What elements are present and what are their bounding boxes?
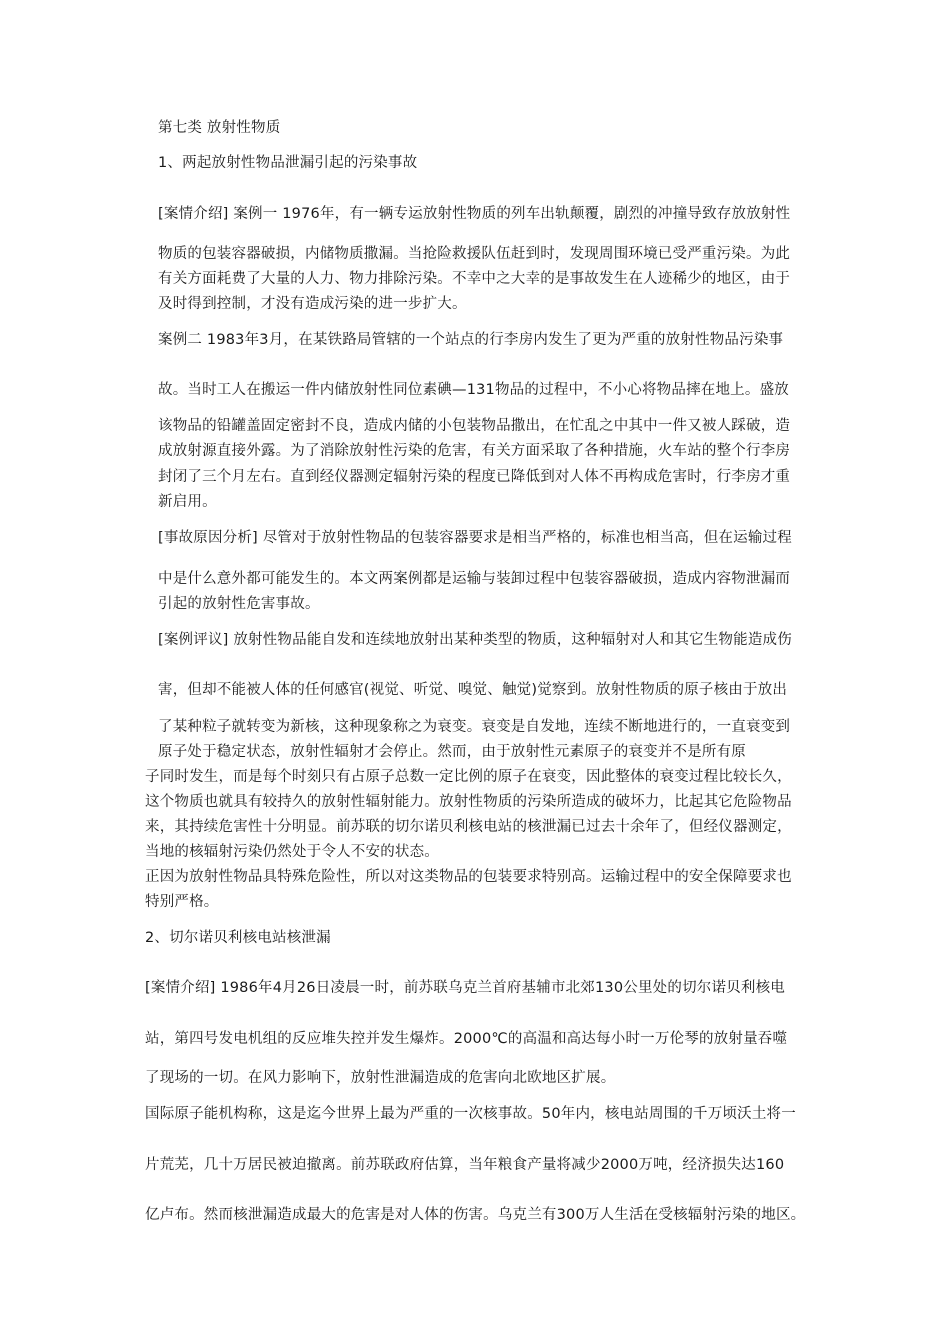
part2-case-intro-line-2: 站，第四号发电机组的反应堆失控并发生爆炸。2000℃的高温和高达每小时一万伦琴的放射量吞噬	[145, 1031, 788, 1047]
iaea-line-2: 片荒芜，几十万居民被迫撤离。前苏联政府估算，当年粮食产量将减少2000万吨，经济损失达160	[145, 1157, 785, 1173]
comment-line-9: 正因为放射性物品具特殊危险性，所以对这类物品的包装要求特别高。运输过程中的安全保障要求也	[145, 869, 792, 885]
paragraph-text: 案例一 1976年，有一辆专运放射性物质的列车出轨颠覆，剧烈的冲撞导致存放放射性	[233, 206, 791, 222]
comment-label: [案例评议]	[158, 632, 229, 648]
case2-line-1: 案例二 1983年3月，在某铁路局管辖的一个站点的行李房内发生了更为严重的放射性物品污染事	[158, 332, 784, 348]
case-intro-label: [案情介绍]	[145, 980, 216, 996]
part2-heading: 2、切尔诺贝利核电站核泄漏	[145, 930, 331, 946]
part2-case-intro-line-3: 了现场的一切。在风力影响下，放射性泄漏造成的危害向北欧地区扩展。	[145, 1070, 616, 1086]
comment-line-2: 害，但却不能被人体的任何感官(视觉、听觉、嗅觉、触觉)觉察到。放射性物质的原子核由于放出	[158, 682, 788, 698]
comment-line-5: 子同时发生，而是每个时刻只有占原子总数一定比例的原子在衰变，因此整体的衰变过程比较长久，	[145, 769, 792, 785]
case2-line-3: 该物品的铅罐盖固定密封不良，造成内储的小包装物品撒出，在忙乱之中其中一件又被人踩破，造	[158, 418, 791, 434]
case2-line-6: 新启用。	[158, 494, 217, 510]
part2-case-intro-line-1	[145, 978, 785, 998]
comment-line-1	[158, 630, 792, 650]
comment-line-6: 这个物质也就具有较持久的放射性辐射能力。放射性物质的污染所造成的破坏力，比起其它危险物品	[145, 794, 792, 810]
paragraph-text: 尽管对于放射性物品的包装容器要求是相当严格的，标准也相当高，但在运输过程	[262, 530, 792, 546]
part1-heading: 1、两起放射性物品泄漏引起的污染事故	[158, 155, 418, 171]
comment-line-7: 来，其持续危害性十分明显。前苏联的切尔诺贝利核电站的核泄漏已过去十余年了，但经仪器测定，	[145, 819, 792, 835]
part1-case-intro-line-4: 及时得到控制，才没有造成污染的进一步扩大。	[158, 296, 467, 312]
iaea-line-1: 国际原子能机构称，这是迄今世界上最为严重的一次核事故。50年内，核电站周围的千万顷沃土将一	[145, 1106, 796, 1122]
cause-analysis-label: [事故原因分析]	[158, 530, 258, 546]
case2-line-4: 成放射源直接外露。为了消除放射性污染的危害，有关方面采取了各种措施，火车站的整个行李房	[158, 443, 791, 459]
comment-line-8: 当地的核辐射污染仍然处于令人不安的状态。	[145, 844, 439, 860]
paragraph-text: 放射性物品能自发和连续地放射出某种类型的物质，这种辐射对人和其它生物能造成伤	[233, 632, 792, 648]
comment-line-4: 原子处于稳定状态，放射性辐射才会停止。然而，由于放射性元素原子的衰变并不是所有原	[158, 744, 746, 760]
part1-case-intro-line-3: 有关方面耗费了大量的人力、物力排除污染。不幸中之大幸的是事故发生在人迹稀少的地区，由于	[158, 271, 791, 287]
paragraph-text: 1986年4月26日凌晨一时，前苏联乌克兰首府基辅市北郊130公里处的切尔诺贝利核电	[220, 980, 785, 996]
section-title: 第七类 放射性物质	[158, 120, 281, 136]
comment-line-10: 特别严格。	[145, 894, 219, 910]
case-intro-label: [案情介绍]	[158, 206, 229, 222]
part1-case-intro-line-2: 物质的包装容器破损，内储物质撒漏。当抢险救援队伍赶到时，发现周围环境已受严重污染。为此	[158, 246, 791, 262]
case2-line-2: 故。当时工人在搬运一件内储放射性同位素碘—131物品的过程中，不小心将物品摔在地上。盛放	[158, 382, 789, 398]
iaea-line-3: 亿卢布。然而核泄漏造成最大的危害是对人体的伤害。乌克兰有300万人生活在受核辐射污染的地区。	[145, 1207, 806, 1223]
comment-line-3: 了某种粒子就转变为新核，这种现象称之为衰变。衰变是自发地，连续不断地进行的，一直衰变到	[158, 719, 791, 735]
cause-analysis-line-1	[158, 528, 792, 548]
part1-case-intro-line-1	[158, 204, 790, 224]
cause-analysis-line-2: 中是什么意外都可能发生的。本文两案例都是运输与装卸过程中包装容器破损，造成内容物泄漏而	[158, 571, 791, 587]
case2-line-5: 封闭了三个月左右。直到经仪器测定辐射污染的程度已降低到对人体不再构成危害时，行李房才重	[158, 469, 791, 485]
cause-analysis-line-3: 引起的放射性危害事故。	[158, 596, 320, 612]
